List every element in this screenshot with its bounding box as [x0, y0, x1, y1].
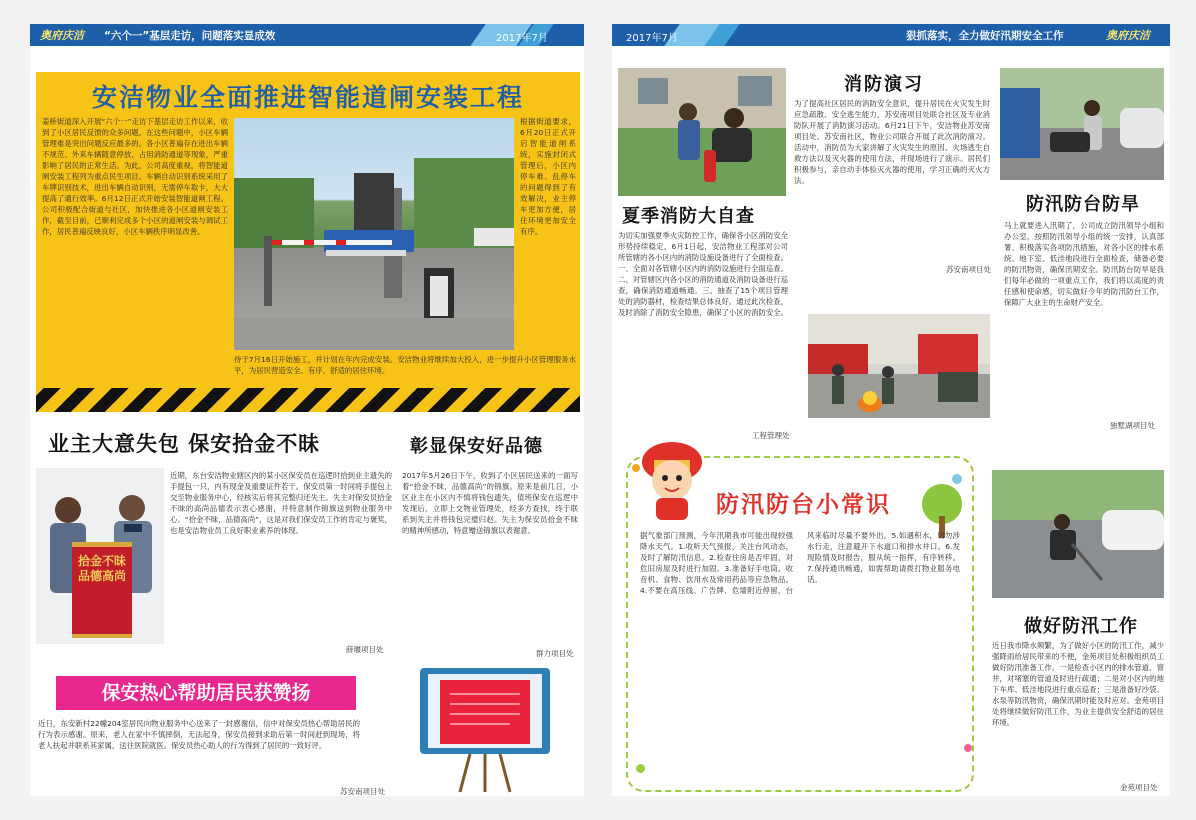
left-header-bar	[30, 24, 584, 46]
flood-work-credit: 金苑项目处	[1120, 783, 1158, 792]
right-brand-logo-text: 奥府庆洁	[1106, 29, 1150, 42]
story3-title: 保安热心帮助居民获赞扬	[56, 676, 356, 710]
right-header-title: 狠抓落实，全力做好汛期安全工作	[906, 30, 1064, 42]
summer-fire-credit: 工程管理处	[752, 431, 790, 440]
award-banner-text: 拾金不昧 品德高尚	[77, 554, 126, 583]
right-header-date: 2017年7月	[626, 33, 678, 44]
award-banner-photo	[36, 468, 164, 644]
easel-letter-illustration	[410, 664, 560, 794]
story3-body: 近日，东安新村22幢204室居民向物业服务中心送来了一封感谢信，信中对保安员热心帮助居民的行为表示感谢。原来，老人在家中不慎摔倒，无法起身，保安员接到求助后第一时间赶到现场，将老人扶起并联系其家属，送往医院就医。保安员热心助人的行为得到了居民的一致好评。	[38, 719, 360, 750]
right-header-bar	[612, 24, 1170, 46]
flood-prep-title: 防汛防台防旱	[1026, 194, 1140, 215]
flood-prep-credit: 独墅湖项目处	[1110, 421, 1155, 430]
left-header-title: “六个一”基层走访，问题落实显成效	[104, 30, 276, 42]
fire-drill-photo	[808, 314, 990, 418]
feature-body-left: 姜桥街道深入开展“六个一”走访下基层走访工作以来，收到了小区居民反馈的众多问题。在这些问题中，小区车辆管理难是突出问题反应最多的。各小区普遍存在进出车辆不规范、外来车辆随意停放、占用消防通道等现象，严重影响了居民的正常生活。为此，公司高度重视，将智能道闸安装工程列为重点民生项目。车辆自动识别系统采用了车牌识别技术，进出车辆自动识别，无需停车取卡，大大提高了通行效率。6月12日正式开始安装智能道闸工程。公司积极配合街道与社区，加快推进各小区道闸安装工作，截至目前，已顺利完成多个小区的道闸安装与调试工作，居民普遍反映良好，小区车辆秩序明显改善。	[42, 117, 228, 236]
right-page	[612, 24, 1170, 796]
story1-title: 业主大意失包 保安拾金不昧	[48, 432, 321, 456]
barrier-gate-photo	[234, 118, 514, 350]
left-page	[30, 24, 584, 796]
feature-body-right: 根据街道要求，6月20日正式开启智能道闸系统，实施封闭式管理后，小区内停车难、乱停车的问题得到了有效解决，业主停车更加方便，居住环境更加安全有序。	[520, 117, 576, 236]
summer-fire-body: 为切实加强夏季火灾防控工作，确保各小区消防安全形势持续稳定，6月1日起，安洁物业工程部对公司所管辖的各小区内的消防设施设备进行了全面检查。一、全面对各管辖小区内的消防设施进行全面巡查。二、对管辖区内各小区的消防通道及消防设备进行巡查，确保消防通道畅通。三、抽查了15个项目管理处的消防器材，检查结果总体良好。通过此次检查，及时消除了消防安全隐患，确保了小区的消防安全。	[618, 231, 788, 317]
flood-work-photo	[992, 470, 1164, 598]
story2-title: 彰显保安好品德	[410, 436, 543, 457]
fire-drill-body: 为了提高社区居民的消防安全意识，提升居民在火灾发生时应急疏散、安全逃生能力，苏安南项目处联合社区及专业消防队开展了消防演习活动。6月21日下午，安洁物业苏安南项目处、苏安南社区、物业公司联合开展了此次消防演习。活动中，消防员为大家讲解了火灾发生的原因、火场逃生自救方法以及灭火器的使用方法，并现场进行了演示。居民们积极参与，亲自动手体验灭火器的使用，学习正确的灭火方法。	[794, 99, 990, 185]
story1-body: 近期，东台安洁物业辖区内的某小区保安员在巡逻时拾到业主遗失的手提包一只，内有现金及重要证件若干。保安员第一时间将手提包上交至物业服务中心，经核实后将其完整归还失主。失主对保安员拾金不昧的高尚品德表示衷心感谢，并特意制作锦旗送到物业服务中心。“拾金不昧，品德高尚”，这是对我们保安员工作的肯定与褒奖，也是安洁物业员工良好职业素养的体现。	[170, 471, 392, 535]
story1-credit: 薛堰项目处	[346, 645, 384, 654]
tips-body: 据气象部门预测，今年汛期我市可能出现较强降水天气。1.收听天气预报，关注台风动态，及时了解防汛信息。2.检查住房是否牢固，对危旧房屋及时进行加固。3.准备好手电筒、收音机、食物、饮用水及常用药品等应急物品。4.不要在高压线、广告牌、危墙附近停留，台风来临时尽量不要外出。5.如遇积水，切勿涉水行走，注意避开下水道口和排水井口。6.发现险情及时报告，服从统一指挥，有序转移。7.保持通讯畅通，如需帮助请拨打物业服务电话。	[640, 531, 960, 595]
hazard-stripe-border	[36, 388, 580, 412]
brand-logo-text: 奥府庆洁	[40, 29, 84, 42]
flood-prep-body: 马上就要进入汛期了，公司成立防汛领导小组和办公室，按照防汛领导小组的统一安排，认真部署、积极落实各项防汛措施，对各小区的排水系统、地下室、低洼地段进行全面检查，储备必要的防汛物资，确保汛期安全。防汛防台防旱是我们每年必做的一项重点工作，我们将以高度的责任感和使命感，切实做好今年的防汛防台工作，保障广大业主的生命财产安全。	[1004, 221, 1164, 307]
flood-work-title: 做好防汛工作	[1024, 616, 1138, 637]
tips-title: 防汛防台小常识	[716, 492, 891, 518]
feature-body-bottom: 待于7月16日开始施工，并计划在年内完成安装。安洁物业将继续加大投入，进一步提升小区管理服务水平，为居民营造安全、有序、舒适的居住环境。	[234, 355, 576, 375]
flood-check-photo	[1000, 68, 1164, 180]
story2-body: 2017年5月26日下午，收到了小区居民送来的一面写着“拾金不昧，品德高尚”的锦旗。原来是前几日，小区业主在小区内不慎将钱包遗失，值班保安在巡逻中发现后，立即上交物业管理处，经多方查找，终于联系到失主并将钱包完璧归赵。失主为保安员拾金不昧的精神所感动，特意赠送锦旗以表谢意。	[402, 471, 578, 535]
story3-credit: 苏安南项目处	[340, 787, 385, 796]
fire-drill-title: 消防演习	[844, 74, 924, 95]
feature-yellow-box	[36, 72, 580, 412]
firefighter-mascot-icon	[632, 432, 712, 522]
left-header-date: 2017年7月	[496, 33, 548, 44]
summer-fire-title: 夏季消防大自查	[622, 206, 755, 227]
fire-drill-credit: 苏安南项目处	[946, 265, 991, 274]
flood-work-body: 近日我市降水频繁，为了做好小区的防汛工作，减少强降雨给居民带来的不便，金苑项目处积极组织员工做好防汛准备工作。一是检查小区内的排水管道、窨井，对堵塞的管道及时进行疏通；二是对小区内的地下车库、低洼地段进行重点巡查；三是准备好沙袋、水泵等防汛物资，确保汛期时能及时应对。金苑项目处将继续做好防汛工作，为业主提供安全舒适的居住环境。	[992, 641, 1164, 727]
feature-title: 安洁物业全面推进智能道闸安装工程	[91, 83, 524, 112]
fire-extinguisher-check-photo	[618, 68, 786, 196]
story2-credit: 群力项目处	[536, 649, 574, 658]
